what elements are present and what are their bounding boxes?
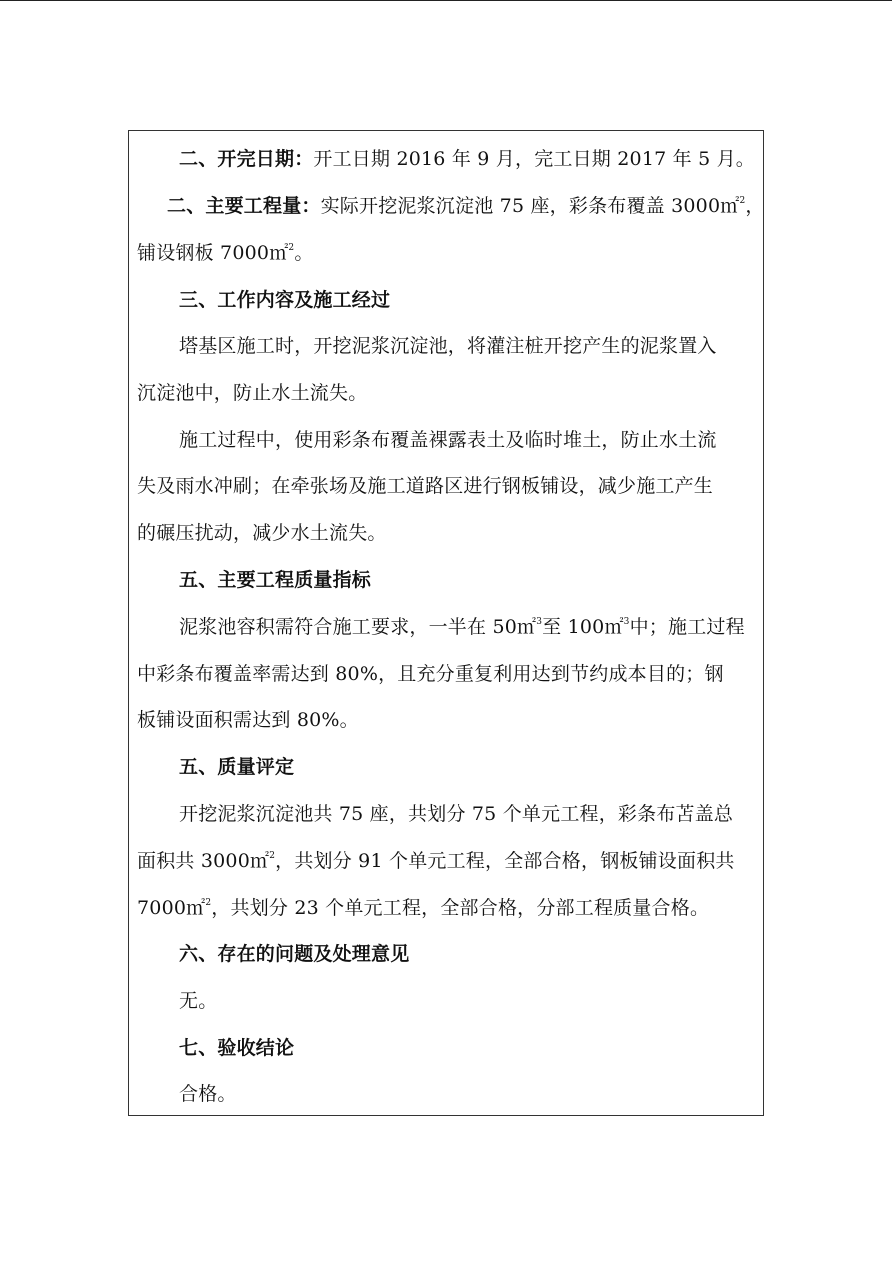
dates-heading: 二、开完日期： — [179, 148, 314, 170]
work-p2-line3: 的碾压扰动，减少水土流失。 — [137, 522, 387, 544]
work-heading: 三、工作内容及施工经过 — [179, 289, 391, 311]
assessment-line1: 开挖泥浆沉淀池共 75 座，共划分 75 个单元工程，彩条布苫盖总 — [179, 803, 734, 825]
acceptance-report-box — [128, 130, 764, 1116]
superscript-2: 2 — [288, 243, 295, 253]
quantities-line-1 — [167, 194, 765, 218]
dates-text: 开工日期 2016 年 9 月，完工日期 2017 年 5 月。 — [313, 148, 756, 170]
qi-text-1b: 至 100㎡ — [542, 616, 624, 638]
quantities-line-2 — [137, 241, 314, 265]
assessment-line2 — [137, 849, 735, 873]
dates-line — [179, 147, 755, 171]
quality-indicators-line3: 板铺设面积需达到 80%。 — [137, 709, 359, 731]
superscript-3: 3 — [536, 617, 543, 627]
issues-heading: 六、存在的问题及处理意见 — [179, 943, 410, 965]
quantities-text-2b: 。 — [294, 242, 314, 264]
superscript-2: 2 — [205, 898, 212, 908]
conclusion-heading: 七、验收结论 — [179, 1037, 295, 1059]
assessment-line3 — [137, 896, 709, 920]
quantities-text-1a: 实际开挖泥浆沉淀池 75 座，彩条布覆盖 3000㎡ — [320, 195, 740, 217]
work-p2-line1: 施工过程中，使用彩条布覆盖裸露表土及临时堆土，防止水土流 — [179, 429, 717, 451]
qi-text-1a: 泥浆池容积需符合施工要求，一半在 50㎡ — [179, 616, 537, 638]
assessment-text-2b: ，共划分 91 个单元工程，全部合格，钢板铺设面积共 — [275, 850, 735, 872]
page-top-border — [0, 0, 892, 1]
work-p1-line2: 沉淀池中，防止水土流失。 — [137, 382, 368, 404]
superscript-2: 2 — [739, 196, 746, 206]
quality-indicators-line2: 中彩条布覆盖率需达到 80%，且充分重复利用达到节约成本目的；钢 — [137, 663, 724, 685]
superscript-2: 2 — [269, 851, 276, 861]
superscript-3: 3 — [623, 617, 630, 627]
quality-indicators-line1 — [179, 615, 745, 639]
quality-indicators-heading: 五、主要工程质量指标 — [179, 569, 372, 591]
quantities-text-1b: ， — [745, 195, 765, 217]
assessment-heading: 五、质量评定 — [179, 756, 295, 778]
work-p2-line2: 失及雨水冲刷；在牵张场及施工道路区进行钢板铺设，减少施工产生 — [137, 475, 714, 497]
assessment-text-2a: 面积共 3000㎡ — [137, 850, 270, 872]
assessment-text-3a: 7000㎡ — [137, 897, 206, 919]
qi-text-1c: 中；施工过程 — [629, 616, 745, 638]
issues-text: 无。 — [179, 990, 218, 1012]
quantities-text-2a: 铺设钢板 7000㎡ — [137, 242, 289, 264]
work-p1-line1: 塔基区施工时，开挖泥浆沉淀池，将灌注桩开挖产生的泥浆置入 — [179, 335, 717, 357]
assessment-text-3b: ，共划分 23 个单元工程，全部合格，分部工程质量合格。 — [211, 897, 710, 919]
quantities-heading: 二、主要工程量： — [167, 195, 321, 217]
conclusion-text: 合格。 — [179, 1083, 237, 1105]
